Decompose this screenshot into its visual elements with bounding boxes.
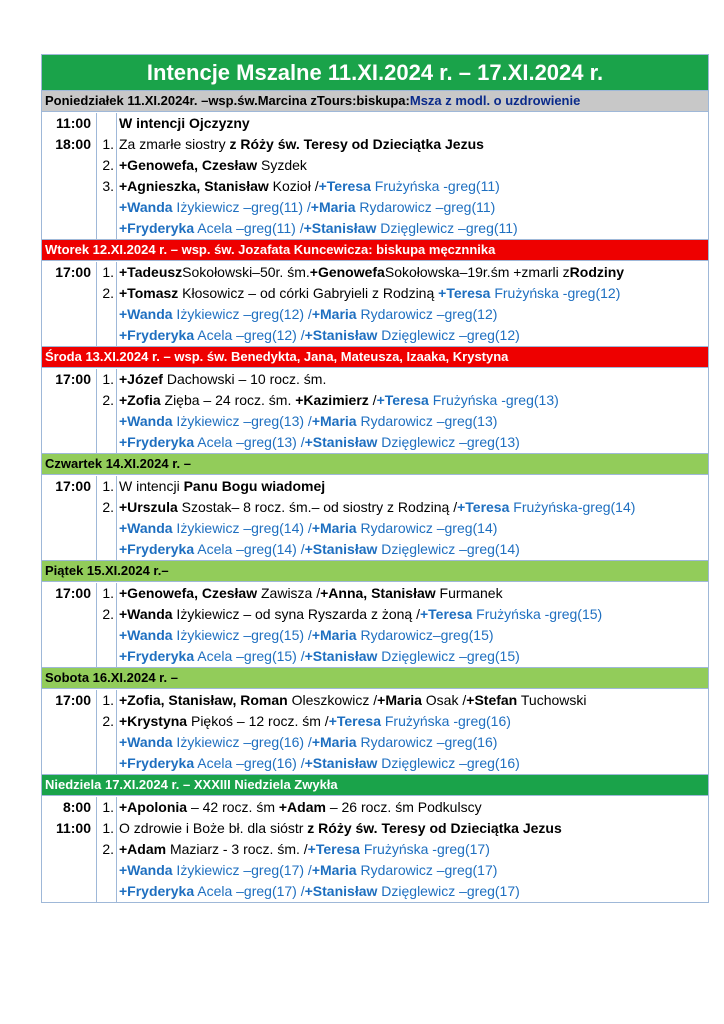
text-segment: Frużyńska -greg(16) xyxy=(380,713,511,729)
mass-time: 18:00 xyxy=(42,134,97,155)
text-segment: +Wanda xyxy=(119,734,173,750)
text-segment: +Wanda xyxy=(119,627,173,643)
intention-text xyxy=(117,113,708,134)
intention-number: 1. xyxy=(97,476,117,497)
text-segment: Dzięglewicz –greg(17) xyxy=(377,883,520,899)
text-segment: Frużyńska -greg(11) xyxy=(370,178,500,194)
text-segment: +Apolonia xyxy=(119,799,188,815)
intention-number xyxy=(97,753,117,774)
mass-time: 11:00 xyxy=(42,113,97,134)
intention-text xyxy=(117,476,708,497)
mass-time xyxy=(42,604,97,625)
day-header-text: Niedziela 17.XI.2024 r. – XXXIII Niedziela Zwykła xyxy=(45,777,338,792)
intention-text xyxy=(117,797,708,818)
text-segment: +Maria xyxy=(311,520,357,536)
text-segment: Za zmarłe siostry xyxy=(119,136,230,152)
day-header xyxy=(42,239,708,260)
intention-text xyxy=(117,818,708,839)
intention-number: 2. xyxy=(97,711,117,732)
intention-number: 2. xyxy=(97,497,117,518)
text-segment: Dzięglewicz –greg(13) xyxy=(377,434,520,450)
intention-row xyxy=(42,518,708,539)
text-segment: +Maria xyxy=(310,199,356,215)
text-segment: +Wanda xyxy=(119,606,173,622)
intention-row xyxy=(42,839,708,860)
day-rows xyxy=(42,367,708,453)
intention-text xyxy=(117,753,708,774)
intention-number xyxy=(97,625,117,646)
intention-row xyxy=(42,818,708,839)
text-segment: Acela –greg(16) / xyxy=(194,755,305,771)
text-segment: – 42 rocz. śm xyxy=(187,799,279,815)
text-segment: +Adam xyxy=(278,799,326,815)
intention-text xyxy=(117,625,708,646)
intention-number xyxy=(97,732,117,753)
text-segment: +Teresa xyxy=(307,841,360,857)
day-header-text: Czwartek 14.XI.2024 r. – xyxy=(45,456,191,471)
text-segment: Zawisza / xyxy=(257,585,321,601)
intention-number: 1. xyxy=(97,369,117,390)
text-segment: Dzięglewicz –greg(14) xyxy=(377,541,520,557)
intention-row xyxy=(42,262,708,283)
text-segment: +Teresa xyxy=(419,606,473,622)
mass-time xyxy=(42,732,97,753)
text-segment: Acela –greg(15) / xyxy=(194,648,305,664)
intention-number xyxy=(97,325,117,346)
text-segment: +Anna, Stanisław xyxy=(320,585,436,601)
intention-text xyxy=(117,690,708,711)
day-rows xyxy=(42,260,708,346)
intention-row xyxy=(42,432,708,453)
page-title: Intencje Mszalne 11.XI.2024 r. – 17.XI.2024 r. xyxy=(42,55,708,90)
text-segment: +Krystyna xyxy=(119,713,188,729)
text-segment: +Maria xyxy=(377,692,422,708)
intention-row xyxy=(42,476,708,497)
text-segment: Rydarowicz –greg(17) xyxy=(356,862,498,878)
text-segment: +Stanisław xyxy=(303,220,377,236)
intention-text xyxy=(117,134,708,155)
intention-text xyxy=(117,432,708,453)
intention-row xyxy=(42,325,708,346)
text-segment: Iżykiewicz –greg(12) / xyxy=(172,306,312,322)
intention-row xyxy=(42,411,708,432)
text-segment: +Stanisław xyxy=(304,541,378,557)
text-segment: +Fryderyka xyxy=(119,648,195,664)
text-segment: Sokołowski–50r. śm. xyxy=(182,264,310,280)
intention-text xyxy=(117,218,708,239)
intention-row xyxy=(42,625,708,646)
text-segment: +Teresa xyxy=(328,713,381,729)
intention-number xyxy=(97,539,117,560)
text-segment: Zięba – 24 rocz. śm. xyxy=(160,392,296,408)
text-segment: Iżykiewicz – od syna Ryszarda z żoną / xyxy=(172,606,420,622)
day-header xyxy=(42,453,708,474)
text-segment: Frużyńska -greg(13) xyxy=(428,392,559,408)
intention-text xyxy=(117,583,708,604)
intention-text xyxy=(117,732,708,753)
text-segment: +Urszula xyxy=(119,499,178,515)
mass-time xyxy=(42,625,97,646)
text-segment: Dzięglewicz –greg(15) xyxy=(377,648,520,664)
mass-time: 8:00 xyxy=(42,797,97,818)
intention-row xyxy=(42,390,708,411)
text-segment: W intencji Ojczyzny xyxy=(119,115,250,131)
text-segment: Acela –greg(12) / xyxy=(194,327,305,343)
text-segment: Panu Bogu wiadomej xyxy=(183,478,326,494)
text-segment: Dzięglewicz –greg(16) xyxy=(377,755,520,771)
intention-row xyxy=(42,176,708,197)
text-segment: O zdrowie i Boże bł. dla sióstr xyxy=(119,820,308,836)
intention-row xyxy=(42,732,708,753)
mass-time xyxy=(42,753,97,774)
intention-row xyxy=(42,113,708,134)
day-header-text: Wtorek 12.XI.2024 r. – wsp. św. Jozafata Kuncewicza: biskupa męcznnika xyxy=(45,242,496,257)
intention-row xyxy=(42,155,708,176)
text-segment: +Stanisław xyxy=(304,755,378,771)
intention-text xyxy=(117,369,708,390)
text-segment: +Stanisław xyxy=(304,883,378,899)
intention-text xyxy=(117,283,708,304)
mass-time xyxy=(42,881,97,902)
intention-number xyxy=(97,304,117,325)
text-segment: Acela –greg(17) / xyxy=(194,883,305,899)
text-segment: Piękoś – 12 rocz. śm / xyxy=(187,713,329,729)
intention-text xyxy=(117,325,708,346)
text-segment: Dzięglewicz –greg(11) xyxy=(376,220,518,236)
text-segment: +Maria xyxy=(311,627,357,643)
day-header xyxy=(42,90,708,111)
text-segment: +Stanisław xyxy=(304,327,378,343)
intention-text xyxy=(117,839,708,860)
intention-text xyxy=(117,176,708,197)
text-segment: Rydarowicz –greg(11) xyxy=(355,199,496,215)
intention-text xyxy=(117,881,708,902)
intention-text xyxy=(117,390,708,411)
text-segment: Furmanek xyxy=(435,585,503,601)
intention-number xyxy=(97,518,117,539)
intention-row xyxy=(42,690,708,711)
intention-row xyxy=(42,369,708,390)
text-segment: Rodziny xyxy=(569,264,625,280)
intention-text xyxy=(117,262,708,283)
text-segment: +Wanda xyxy=(119,306,173,322)
text-segment: Iżykiewicz –greg(14) / xyxy=(172,520,312,536)
intention-row xyxy=(42,881,708,902)
intention-row xyxy=(42,497,708,518)
text-segment: Frużyńska -greg(15) xyxy=(472,606,603,622)
text-segment: +Genowefa, Czesław xyxy=(119,585,258,601)
intention-text xyxy=(117,155,708,176)
mass-time xyxy=(42,497,97,518)
intention-text xyxy=(117,411,708,432)
text-segment: Dzięglewicz –greg(12) xyxy=(377,327,520,343)
text-segment: +Adam xyxy=(119,841,167,857)
intention-number: 2. xyxy=(97,390,117,411)
intention-number xyxy=(97,432,117,453)
intention-row xyxy=(42,134,708,155)
text-segment: +Tadeusz xyxy=(119,264,183,280)
text-segment: Iżykiewicz –greg(15) / xyxy=(172,627,312,643)
text-segment: Iżykiewicz –greg(11) / xyxy=(172,199,311,215)
day-header xyxy=(42,560,708,581)
text-segment: +Tomasz xyxy=(119,285,179,301)
mass-time xyxy=(42,283,97,304)
intention-row xyxy=(42,539,708,560)
text-segment: +Stanisław xyxy=(304,648,378,664)
mass-time: 17:00 xyxy=(42,369,97,390)
text-segment: +Wanda xyxy=(119,199,173,215)
text-segment: Frużyńska -greg(12) xyxy=(490,285,621,301)
mass-time xyxy=(42,839,97,860)
intention-number: 3. xyxy=(97,176,117,197)
intention-number: 1. xyxy=(97,690,117,711)
intention-row xyxy=(42,218,708,239)
text-segment: +Maria xyxy=(311,306,357,322)
intention-number: 1. xyxy=(97,797,117,818)
text-segment: Oleszkowicz / xyxy=(287,692,378,708)
text-segment: Maziarz - 3 rocz. śm. / xyxy=(166,841,308,857)
text-segment: Frużyńska-greg(14) xyxy=(509,499,636,515)
intention-number: 2. xyxy=(97,283,117,304)
text-segment: Frużyńska -greg(17) xyxy=(359,841,490,857)
text-segment: +Józef xyxy=(119,371,163,387)
text-segment: Rydarowicz –greg(12) xyxy=(356,306,498,322)
text-segment: Sokołowska–19r.śm +zmarli z xyxy=(384,264,570,280)
intention-text xyxy=(117,197,708,218)
text-segment: +Kazimierz xyxy=(295,392,369,408)
text-segment: +Genowefa, Czesław xyxy=(119,157,258,173)
mass-time xyxy=(42,218,97,239)
mass-time xyxy=(42,325,97,346)
mass-time xyxy=(42,711,97,732)
intention-number xyxy=(97,646,117,667)
intention-number: 1. xyxy=(97,134,117,155)
mass-time: 17:00 xyxy=(42,262,97,283)
text-segment: Kozioł / xyxy=(268,178,319,194)
mass-time: 11:00 xyxy=(42,818,97,839)
text-segment: +Fryderyka xyxy=(119,883,195,899)
intention-text xyxy=(117,711,708,732)
text-segment: Rydarowicz–greg(15) xyxy=(356,627,494,643)
text-segment: +Teresa xyxy=(438,285,491,301)
mass-time: 17:00 xyxy=(42,476,97,497)
text-segment: +Teresa xyxy=(318,178,371,194)
intention-row xyxy=(42,711,708,732)
text-segment: +Maria xyxy=(311,862,357,878)
mass-time: 17:00 xyxy=(42,690,97,711)
intention-number: 1. xyxy=(97,262,117,283)
intention-row xyxy=(42,283,708,304)
text-segment: +Teresa xyxy=(376,392,429,408)
intention-number xyxy=(97,411,117,432)
intention-number: 1. xyxy=(97,583,117,604)
text-segment: Iżykiewicz –greg(13) / xyxy=(172,413,312,429)
mass-time: 17:00 xyxy=(42,583,97,604)
text-segment: +Stanisław xyxy=(304,434,378,450)
day-header xyxy=(42,774,708,795)
intention-row xyxy=(42,304,708,325)
text-segment: +Agnieszka, Stanisław xyxy=(119,178,269,194)
intention-row xyxy=(42,197,708,218)
text-segment: +Fryderyka xyxy=(119,541,195,557)
text-segment: Osak / xyxy=(421,692,467,708)
text-segment: / xyxy=(368,392,377,408)
mass-time xyxy=(42,155,97,176)
text-segment: +Wanda xyxy=(119,413,173,429)
day-header-text: Piątek 15.XI.2024 r.– xyxy=(45,563,169,578)
intention-number xyxy=(97,881,117,902)
text-segment: Szostak– 8 rocz. śm.– od siostry z Rodziną / xyxy=(177,499,458,515)
mass-time xyxy=(42,176,97,197)
day-header-text: Poniedziałek 11.XI.2024r. –wsp.św.Marcina zTours:biskupa: xyxy=(45,93,410,108)
text-segment: +Stefan xyxy=(466,692,518,708)
days-container xyxy=(42,90,708,902)
intention-number xyxy=(97,218,117,239)
text-segment: Acela –greg(11) / xyxy=(194,220,304,236)
text-segment: Rydarowicz –greg(13) xyxy=(356,413,498,429)
intention-number: 2. xyxy=(97,604,117,625)
mass-time xyxy=(42,518,97,539)
text-segment: z Róży św. Teresy od Dzieciątka Jezus xyxy=(307,820,562,836)
intention-text xyxy=(117,539,708,560)
intention-text xyxy=(117,497,708,518)
text-segment: +Genowefa xyxy=(309,264,385,280)
day-header xyxy=(42,346,708,367)
text-segment: +Fryderyka xyxy=(119,434,195,450)
mass-time xyxy=(42,411,97,432)
day-header-text: Sobota 16.XI.2024 r. – xyxy=(45,670,178,685)
day-rows xyxy=(42,795,708,902)
intention-row xyxy=(42,797,708,818)
mass-time xyxy=(42,304,97,325)
day-rows xyxy=(42,111,708,239)
intention-row xyxy=(42,646,708,667)
intention-text xyxy=(117,518,708,539)
text-segment: +Fryderyka xyxy=(119,327,195,343)
day-header xyxy=(42,667,708,688)
text-segment: z Róży św. Teresy od Dzieciątka Jezus xyxy=(229,136,484,152)
intention-text xyxy=(117,646,708,667)
text-segment: +Maria xyxy=(311,734,357,750)
text-segment: +Fryderyka xyxy=(119,755,195,771)
text-segment: +Zofia xyxy=(119,392,161,408)
intention-number: 1. xyxy=(97,818,117,839)
day-header-text: Środa 13.XI.2024 r. – wsp. św. Benedykta, Jana, Mateusza, Izaaka, Krystyna xyxy=(45,349,509,364)
text-segment: Rydarowicz –greg(14) xyxy=(356,520,498,536)
intention-row xyxy=(42,860,708,881)
intention-row xyxy=(42,604,708,625)
intention-number xyxy=(97,113,117,134)
intention-row xyxy=(42,753,708,774)
intentions-table xyxy=(41,54,709,903)
mass-time xyxy=(42,646,97,667)
mass-time xyxy=(42,390,97,411)
text-segment: Acela –greg(14) / xyxy=(194,541,305,557)
day-rows xyxy=(42,581,708,667)
intention-text xyxy=(117,304,708,325)
intention-number xyxy=(97,860,117,881)
text-segment: Kłosowicz – od córki Gabryieli z Rodziną xyxy=(178,285,439,301)
text-segment: W intencji xyxy=(119,478,184,494)
mass-time xyxy=(42,860,97,881)
day-header-extra: Msza z modl. o uzdrowienie xyxy=(409,93,581,108)
text-segment: +Wanda xyxy=(119,520,173,536)
text-segment: Syzdek xyxy=(257,157,307,173)
intention-text xyxy=(117,860,708,881)
intention-number xyxy=(97,197,117,218)
text-segment: Rydarowicz –greg(16) xyxy=(356,734,498,750)
intention-number: 2. xyxy=(97,155,117,176)
day-rows xyxy=(42,688,708,774)
mass-time xyxy=(42,432,97,453)
day-rows xyxy=(42,474,708,560)
text-segment: Dachowski – 10 rocz. śm. xyxy=(162,371,327,387)
text-segment: Iżykiewicz –greg(16) / xyxy=(172,734,312,750)
text-segment: Acela –greg(13) / xyxy=(194,434,305,450)
text-segment: +Zofia, Stanisław, Roman xyxy=(119,692,288,708)
intention-row xyxy=(42,583,708,604)
text-segment: +Fryderyka xyxy=(119,220,195,236)
text-segment: +Wanda xyxy=(119,862,173,878)
intention-number: 2. xyxy=(97,839,117,860)
text-segment: Tuchowski xyxy=(517,692,587,708)
text-segment: – 26 rocz. śm Podkulscy xyxy=(325,799,482,815)
intention-text xyxy=(117,604,708,625)
text-segment: +Maria xyxy=(311,413,357,429)
text-segment: +Teresa xyxy=(457,499,510,515)
mass-time xyxy=(42,197,97,218)
text-segment: Iżykiewicz –greg(17) / xyxy=(172,862,312,878)
mass-time xyxy=(42,539,97,560)
